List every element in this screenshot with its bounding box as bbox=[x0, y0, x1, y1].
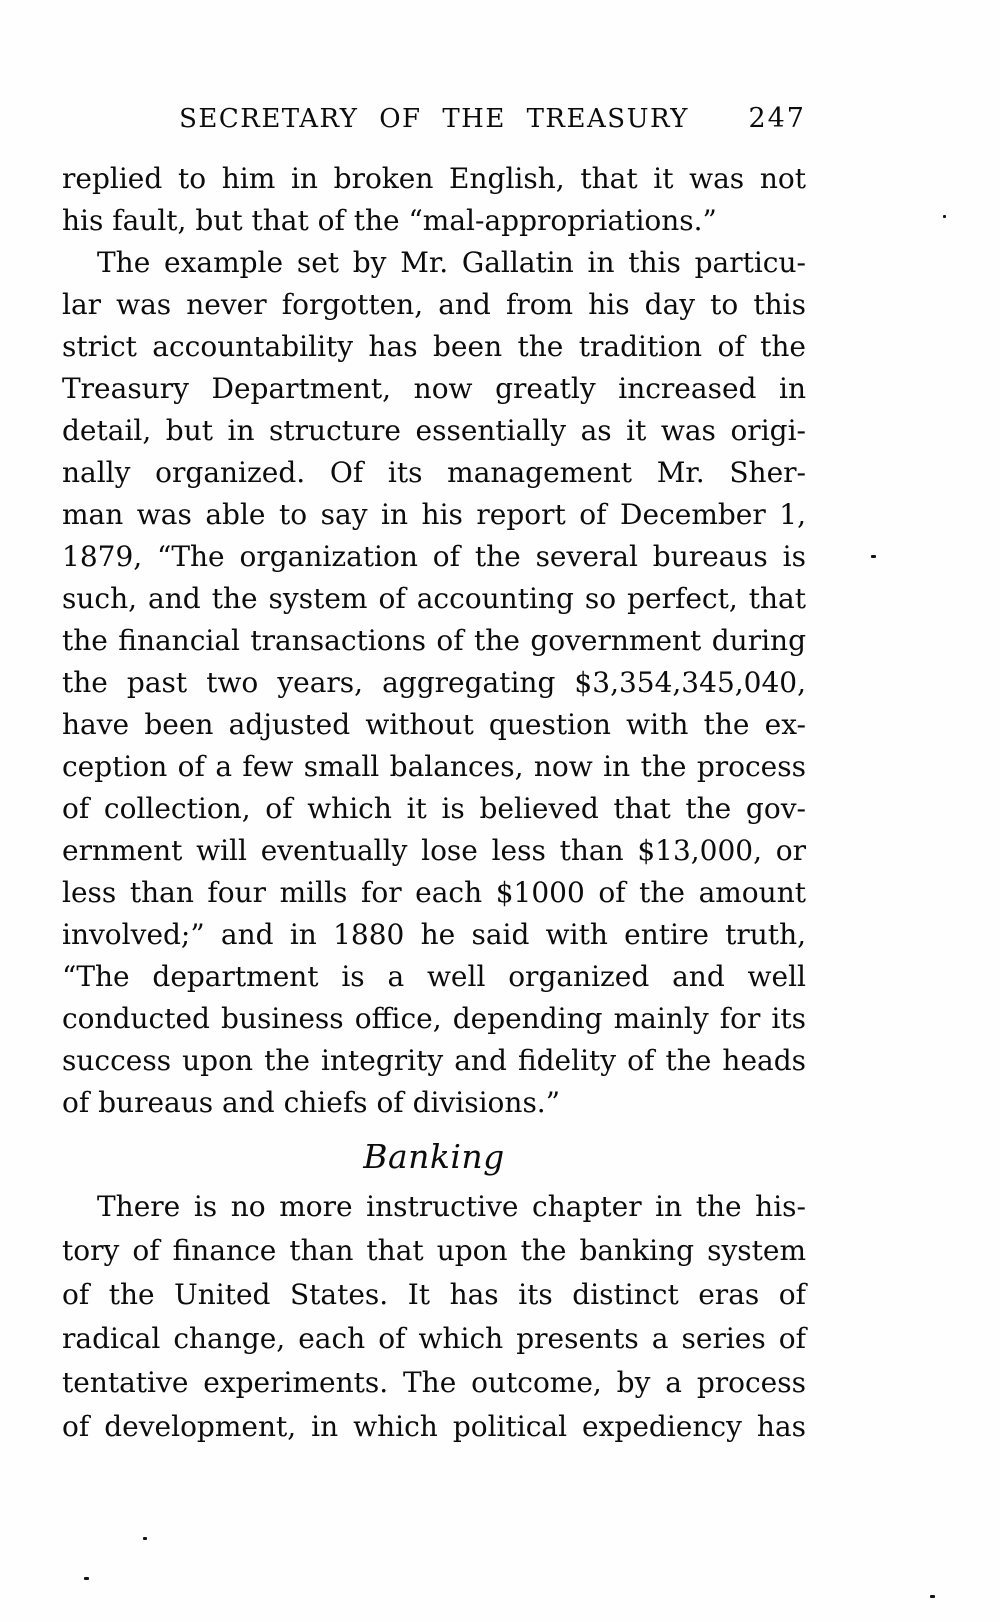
scan-speck bbox=[84, 1577, 89, 1580]
text-line: ernment will eventually lose less than $13,000, or bbox=[62, 834, 806, 867]
text-line: such, and the system of accounting so perfect, that bbox=[62, 582, 806, 615]
text-line: tory of finance than that upon the banking system bbox=[62, 1234, 806, 1267]
text-line: the financial transactions of the government during bbox=[62, 624, 806, 657]
text-line: strict accountability has been the tradition of the bbox=[62, 330, 806, 363]
text-line: his fault, but that of the “mal-appropriations.” bbox=[62, 204, 717, 237]
running-header bbox=[62, 104, 806, 134]
scan-speck bbox=[143, 1537, 147, 1540]
text-line: success upon the integrity and fidelity of the heads bbox=[62, 1044, 806, 1077]
text-line: 1879, “The organization of the several bureaus is bbox=[62, 540, 806, 573]
text-line: less than four mills for each $1000 of the amount bbox=[62, 876, 806, 909]
text-line: involved;” and in 1880 he said with entire truth, bbox=[62, 918, 806, 951]
text-line: of the United States. It has its distinct eras of bbox=[62, 1278, 806, 1311]
text-line: conducted business office, depending mainly for its bbox=[62, 1002, 806, 1035]
page-number: 247 bbox=[748, 103, 806, 134]
text-line: Treasury Department, now greatly increased in bbox=[62, 372, 806, 405]
scan-speck bbox=[943, 215, 946, 218]
text-line: of collection, of which it is believed that the gov- bbox=[62, 792, 806, 825]
text-line: lar was never forgotten, and from his day to this bbox=[62, 288, 806, 321]
text-line: of bureaus and chiefs of divisions.” bbox=[62, 1086, 561, 1119]
text-line: have been adjusted without question with the ex- bbox=[62, 708, 806, 741]
text-line: nally organized. Of its management Mr. Sher- bbox=[62, 456, 806, 489]
text-line: radical change, each of which presents a series of bbox=[62, 1322, 806, 1355]
text-line: the past two years, aggregating $3,354,345,040, bbox=[62, 666, 806, 699]
text-line: tentative experiments. The outcome, by a process bbox=[62, 1366, 806, 1399]
section-heading: Banking bbox=[363, 1137, 505, 1176]
body-text-upper bbox=[62, 158, 806, 1124]
text-line: of development, in which political expediency has bbox=[62, 1410, 806, 1443]
scan-speck bbox=[871, 555, 876, 558]
text-line: ception of a few small balances, now in the process bbox=[62, 750, 806, 783]
text-line: replied to him in broken English, that it was not bbox=[62, 162, 806, 195]
body-text-lower bbox=[62, 1185, 806, 1449]
text-line: “The department is a well organized and well bbox=[62, 960, 806, 993]
text-line: detail, but in structure essentially as it was origi- bbox=[62, 414, 806, 447]
scan-speck bbox=[930, 1595, 935, 1598]
text-line: The example set by Mr. Gallatin in this particu- bbox=[97, 246, 806, 279]
text-line: There is no more instructive chapter in the his- bbox=[97, 1190, 806, 1223]
running-header-title: SECRETARY OF THE TREASURY bbox=[179, 104, 689, 134]
text-line: man was able to say in his report of December 1, bbox=[62, 498, 806, 531]
